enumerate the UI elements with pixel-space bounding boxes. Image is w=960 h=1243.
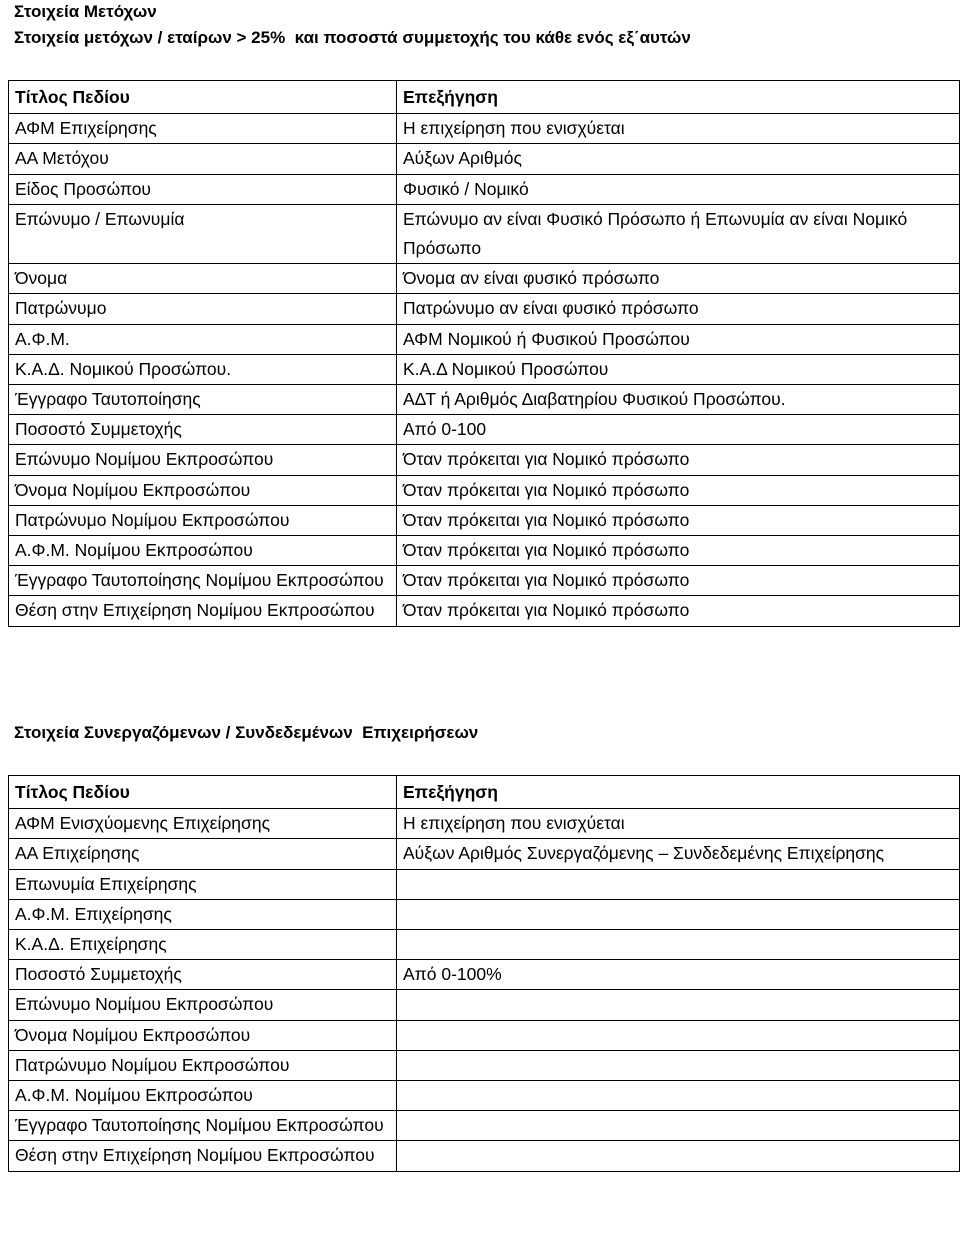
- field-title-cell: Πατρώνυμο: [9, 294, 397, 324]
- table-row: [9, 960, 960, 990]
- explanation-cell: Όταν πρόκειται για Νομικό πρόσωπο: [397, 475, 960, 505]
- explanation-cell: Από 0-100: [397, 415, 960, 445]
- explanation-cell: Κ.Α.Δ Νομικού Προσώπου: [397, 354, 960, 384]
- table-row: [9, 385, 960, 415]
- header-cell-field-title: Τίτλος Πεδίου: [9, 776, 397, 809]
- header-cell-explanation: Επεξήγηση: [397, 776, 960, 809]
- table-row: [9, 204, 960, 263]
- table-row: [9, 1081, 960, 1111]
- page-subtitle: Στοιχεία μετόχων / εταίρων > 25% και ποσοστά συμμετοχής του κάθε ενός εξ΄αυτών: [14, 28, 691, 47]
- field-title-cell: Έγγραφο Ταυτοποίησης Νομίμου Εκπροσώπου: [9, 1111, 397, 1141]
- explanation-cell: [397, 930, 960, 960]
- header-cell-field-title: Τίτλος Πεδίου: [9, 81, 397, 114]
- table-row: [9, 1020, 960, 1050]
- table-row: [9, 839, 960, 869]
- table-row: [9, 114, 960, 144]
- field-title-cell: Θέση στην Επιχείρηση Νομίμου Εκπροσώπου: [9, 1141, 397, 1171]
- table-row: [9, 930, 960, 960]
- explanation-cell: [397, 1081, 960, 1111]
- field-title-cell: ΑΑ Μετόχου: [9, 144, 397, 174]
- field-title-cell: Ποσοστό Συμμετοχής: [9, 960, 397, 990]
- explanation-cell: Πατρώνυμο αν είναι φυσικό πρόσωπο: [397, 294, 960, 324]
- field-title-cell: Επώνυμο / Επωνυμία: [9, 204, 397, 263]
- field-title-cell: Είδος Προσώπου: [9, 174, 397, 204]
- field-title-cell: Όνομα Νομίμου Εκπροσώπου: [9, 475, 397, 505]
- table-row: [9, 1111, 960, 1141]
- section-title-affiliated: Στοιχεία Συνεργαζόμενων / Συνδεδεμένων Επιχειρήσεων: [14, 723, 479, 742]
- field-title-cell: Α.Φ.Μ. Νομίμου Εκπροσώπου: [9, 536, 397, 566]
- table-row: [9, 505, 960, 535]
- explanation-cell: [397, 1050, 960, 1080]
- field-title-cell: Α.Φ.Μ. Νομίμου Εκπροσώπου: [9, 1081, 397, 1111]
- table-row: [9, 566, 960, 596]
- affiliated-table-body: [9, 776, 960, 1172]
- explanation-cell: Από 0-100%: [397, 960, 960, 990]
- explanation-cell: Αύξων Αριθμός: [397, 144, 960, 174]
- field-title-cell: Επωνυμία Επιχείρησης: [9, 869, 397, 899]
- table-header-row: [9, 776, 960, 809]
- explanation-cell: [397, 899, 960, 929]
- field-title-cell: Πατρώνυμο Νομίμου Εκπροσώπου: [9, 1050, 397, 1080]
- field-title-cell: Επώνυμο Νομίμου Εκπροσώπου: [9, 445, 397, 475]
- table-row: [9, 415, 960, 445]
- table-row: [9, 869, 960, 899]
- field-title-cell: Πατρώνυμο Νομίμου Εκπροσώπου: [9, 505, 397, 535]
- table-row: [9, 1141, 960, 1171]
- explanation-cell: Όνομα αν είναι φυσικό πρόσωπο: [397, 264, 960, 294]
- explanation-cell: Όταν πρόκειται για Νομικό πρόσωπο: [397, 596, 960, 626]
- table-row: [9, 990, 960, 1020]
- table-row: [9, 596, 960, 626]
- table-row: [9, 809, 960, 839]
- table-row: [9, 294, 960, 324]
- shareholders-table-body: [9, 81, 960, 627]
- explanation-cell: ΑΔΤ ή Αριθμός Διαβατηρίου Φυσικού Προσώπου.: [397, 385, 960, 415]
- shareholders-fields-table: [8, 80, 960, 627]
- explanation-cell: Αύξων Αριθμός Συνεργαζόμενης – Συνδεδεμένης Επιχείρησης: [397, 839, 960, 869]
- field-title-cell: Όνομα Νομίμου Εκπροσώπου: [9, 1020, 397, 1050]
- explanation-cell: [397, 1020, 960, 1050]
- explanation-cell: Η επιχείρηση που ενισχύεται: [397, 809, 960, 839]
- explanation-cell: Φυσικό / Νομικό: [397, 174, 960, 204]
- table-row: [9, 899, 960, 929]
- field-title-cell: ΑΦΜ Επιχείρησης: [9, 114, 397, 144]
- field-title-cell: Κ.Α.Δ. Επιχείρησης: [9, 930, 397, 960]
- table-row: [9, 475, 960, 505]
- field-title-cell: Έγγραφο Ταυτοποίησης: [9, 385, 397, 415]
- explanation-cell: [397, 1111, 960, 1141]
- field-title-cell: Έγγραφο Ταυτοποίησης Νομίμου Εκπροσώπου: [9, 566, 397, 596]
- affiliated-fields-table: [8, 775, 960, 1172]
- table-row: [9, 536, 960, 566]
- table-row: [9, 174, 960, 204]
- explanation-cell: Η επιχείρηση που ενισχύεται: [397, 114, 960, 144]
- explanation-cell: [397, 990, 960, 1020]
- table-row: [9, 354, 960, 384]
- field-title-cell: Επώνυμο Νομίμου Εκπροσώπου: [9, 990, 397, 1020]
- explanation-cell: [397, 1141, 960, 1171]
- field-title-cell: ΑΑ Επιχείρησης: [9, 839, 397, 869]
- field-title-cell: Α.Φ.Μ.: [9, 324, 397, 354]
- field-title-cell: Κ.Α.Δ. Νομικού Προσώπου.: [9, 354, 397, 384]
- explanation-cell: Όταν πρόκειται για Νομικό πρόσωπο: [397, 445, 960, 475]
- field-title-cell: Θέση στην Επιχείρηση Νομίμου Εκπροσώπου: [9, 596, 397, 626]
- explanation-cell: Όταν πρόκειται για Νομικό πρόσωπο: [397, 505, 960, 535]
- field-title-cell: Όνομα: [9, 264, 397, 294]
- table-row: [9, 445, 960, 475]
- table-row: [9, 1050, 960, 1080]
- table-row: [9, 324, 960, 354]
- table-row: [9, 264, 960, 294]
- table-row: [9, 144, 960, 174]
- field-title-cell: Ποσοστό Συμμετοχής: [9, 415, 397, 445]
- explanation-cell: Όταν πρόκειται για Νομικό πρόσωπο: [397, 566, 960, 596]
- explanation-cell: ΑΦΜ Νομικού ή Φυσικού Προσώπου: [397, 324, 960, 354]
- explanation-cell: Όταν πρόκειται για Νομικό πρόσωπο: [397, 536, 960, 566]
- explanation-cell: [397, 869, 960, 899]
- header-cell-explanation: Επεξήγηση: [397, 81, 960, 114]
- field-title-cell: ΑΦΜ Ενισχύομενης Επιχείρησης: [9, 809, 397, 839]
- page-title: Στοιχεία Μετόχων: [14, 2, 157, 21]
- field-title-cell: Α.Φ.Μ. Επιχείρησης: [9, 899, 397, 929]
- table-header-row: [9, 81, 960, 114]
- explanation-cell: Επώνυμο αν είναι Φυσικό Πρόσωπο ή Επωνυμία αν είναι Νομικό Πρόσωπο: [397, 204, 960, 263]
